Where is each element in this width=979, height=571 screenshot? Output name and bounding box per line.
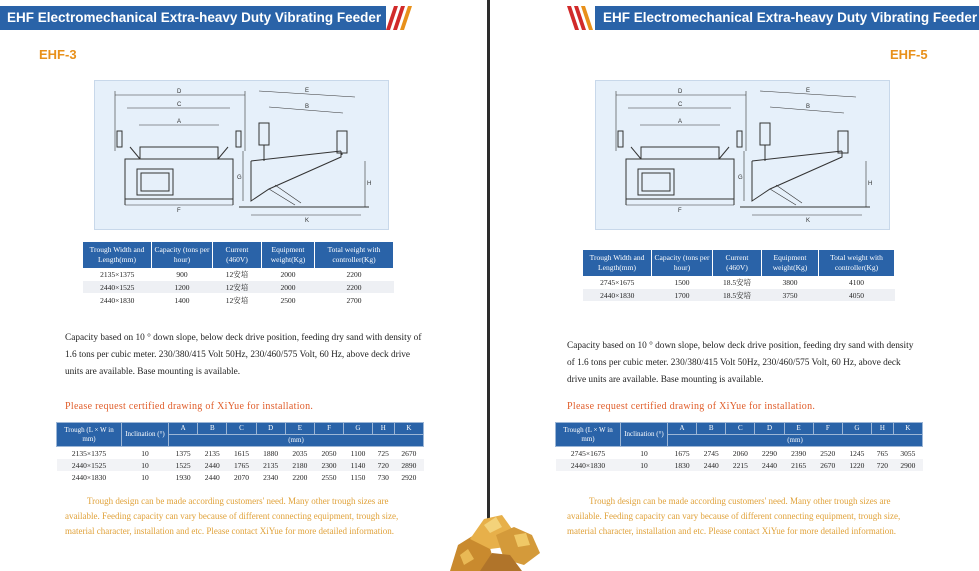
table-cell: 3055 <box>900 448 916 458</box>
table-cell: 1930 <box>175 472 191 482</box>
table-cell: 3750 <box>762 289 819 302</box>
table-cell: 3800 <box>762 276 819 289</box>
table-cell: 2135×1375 <box>83 268 152 281</box>
table-cell: 12安培 <box>213 294 262 307</box>
table-cell: 2390 <box>791 448 807 458</box>
table-cell: 2440×1830 <box>583 289 652 302</box>
table-cell: 1700 <box>652 289 713 302</box>
dims-header-letter: E <box>784 423 813 435</box>
table-row <box>556 459 923 471</box>
table-cell: 730 <box>377 472 389 482</box>
table-cell: 720 <box>871 459 893 471</box>
table-cell: 1140 <box>344 459 373 471</box>
table-cell: 2290 <box>761 448 777 458</box>
note-text: Trough design can be made according customers' need. Many other trough sizes are available. Feeding capacity can vary because of different connecting equipment, trough size, material character, installation and etc. Please contact XiYue for more detailed information. <box>65 496 399 536</box>
dims-header-letter: D <box>256 423 285 435</box>
table-cell: 2200 <box>315 268 394 281</box>
capacity-paragraph: Capacity based on 10 ° down slope, below deck drive position, feeding dry sand with density of 1.6 tons per cubic meter. 230/380/415 Volt 50Hz, 230/460/575 Volt, 60 Hz, above deck drive units are available. Base mounting is available. <box>567 341 914 385</box>
label-g: G <box>738 175 743 181</box>
table-cell: 2920 <box>401 472 417 482</box>
dims-header-letter: A <box>668 423 697 435</box>
table-cell: 1245 <box>849 448 865 458</box>
table-cell: 4050 <box>819 289 895 302</box>
table-cell: 2440×1525 <box>57 459 122 471</box>
dims-header-trough: Trough (L × W in mm) <box>57 423 122 447</box>
table-cell: 10 <box>621 459 668 471</box>
label-k: K <box>806 218 811 224</box>
label-h: H <box>868 181 873 187</box>
table-cell: 2060 <box>732 448 748 458</box>
table-cell: 2745 <box>703 448 719 458</box>
table-cell: 2180 <box>285 459 314 471</box>
table-cell: 1400 <box>152 294 213 307</box>
table-cell: 2340 <box>263 472 279 482</box>
table-cell: 2500 <box>262 294 315 307</box>
table-cell: 1500 <box>652 276 713 289</box>
table-cell: 2520 <box>820 448 836 458</box>
spec-header-total-weight: Total weight with controller(Kg) <box>315 242 394 268</box>
dims-header-letter: K <box>893 423 922 435</box>
spec-header-current: Current (460V) <box>213 242 262 268</box>
request-drawing-note: Please request certified drawing of XiYue for installation. <box>65 401 314 412</box>
table-row <box>57 459 424 471</box>
dims-header-inclination: Inclination (°) <box>122 423 169 447</box>
table-row <box>556 447 923 460</box>
spec-header-capacity: Capacity (tons per hour) <box>152 242 213 268</box>
dims-header-unit: (mm) <box>169 435 424 447</box>
note-text: Trough design can be made according customers' need. Many other trough sizes are available. Feeding capacity can vary because of different connecting equipment, trough size, material character, installation and etc. Please contact XiYue for more detailed information. <box>567 496 901 536</box>
table-cell: 2440×1830 <box>71 472 107 482</box>
table-cell: 2050 <box>321 448 337 458</box>
dimensions-table <box>56 422 424 483</box>
table-cell: 2440×1830 <box>83 294 152 307</box>
table-cell: 18.5安培 <box>713 276 762 289</box>
dims-header-letter: K <box>394 423 423 435</box>
table-cell: 2745×1675 <box>570 448 606 458</box>
dims-header-trough: Trough (L × W in mm) <box>556 423 621 447</box>
table-cell: 1150 <box>350 472 366 482</box>
feeder-dimension-diagram <box>94 80 389 230</box>
label-e: E <box>806 88 811 94</box>
dims-header-letter: C <box>227 423 256 435</box>
table-cell: 2890 <box>394 459 423 471</box>
label-f: F <box>678 208 682 214</box>
label-c: C <box>678 102 683 108</box>
table-row <box>583 276 895 289</box>
spec-header-equipment-weight: Equipment weight(Kg) <box>762 250 819 276</box>
table-cell: 2440 <box>755 459 784 471</box>
label-a: A <box>678 119 683 125</box>
table-cell: 2900 <box>893 459 922 471</box>
table-cell: 765 <box>876 448 889 458</box>
table-cell: 2000 <box>262 268 315 281</box>
table-cell: 2440 <box>697 459 726 471</box>
label-k: K <box>305 218 310 224</box>
table-cell: 2165 <box>784 459 813 471</box>
label-b: B <box>806 104 811 110</box>
dims-header-letter: F <box>813 423 842 435</box>
label-c: C <box>177 102 182 108</box>
table-cell: 2670 <box>813 459 842 471</box>
feeder-dimension-diagram <box>595 80 890 230</box>
spec-header-equipment-weight: Equipment weight(Kg) <box>262 242 315 268</box>
table-cell: 1765 <box>227 459 256 471</box>
table-cell: 2135 <box>256 459 285 471</box>
table-cell: 2200 <box>292 472 308 482</box>
label-f: F <box>177 208 181 214</box>
table-cell: 2440×1525 <box>83 281 152 294</box>
trough-design-note <box>567 494 917 539</box>
table-cell: 12安培 <box>213 268 262 281</box>
table-cell: 18.5安培 <box>713 289 762 302</box>
dims-header-letter: E <box>285 423 314 435</box>
table-cell: 10 <box>122 459 169 471</box>
table-cell: 10 <box>141 448 149 458</box>
dims-header-letter: B <box>697 423 726 435</box>
spec-table <box>583 250 895 302</box>
table-cell: 4100 <box>819 276 895 289</box>
label-d: D <box>177 89 182 95</box>
table-cell: 2745×1675 <box>583 276 652 289</box>
table-cell: 2440 <box>204 472 220 482</box>
dims-header-inclination: Inclination (°) <box>621 423 668 447</box>
spec-header-capacity: Capacity (tons per hour) <box>652 250 713 276</box>
right-page <box>490 0 979 571</box>
header-stripes-decoration <box>565 6 593 30</box>
left-page <box>0 0 487 571</box>
dims-header-letter: H <box>372 423 394 435</box>
dims-header-letter: H <box>871 423 893 435</box>
table-cell: 2035 <box>292 448 308 458</box>
table-cell: 2440 <box>198 459 227 471</box>
table-cell: 1880 <box>263 448 279 458</box>
table-row <box>57 447 424 460</box>
table-row <box>83 268 394 281</box>
dims-header-letter: G <box>842 423 871 435</box>
dims-header-letter: G <box>344 423 373 435</box>
dims-header-letter: D <box>755 423 784 435</box>
page-header-title: EHF Electromechanical Extra-heavy Duty Vibrating Feeder <box>595 6 979 30</box>
label-h: H <box>367 181 372 187</box>
request-drawing-note: Please request certified drawing of XiYue for installation. <box>567 401 816 412</box>
label-a: A <box>177 119 182 125</box>
table-cell: 12安培 <box>213 281 262 294</box>
table-cell: 2000 <box>262 281 315 294</box>
table-cell: 2300 <box>314 459 343 471</box>
table-cell: 1375 <box>175 448 191 458</box>
table-cell: 2550 <box>321 472 337 482</box>
table-row <box>83 294 394 307</box>
dims-header-letter: C <box>726 423 755 435</box>
table-cell: 2215 <box>726 459 755 471</box>
table-cell: 10 <box>141 472 149 482</box>
spec-header-current: Current (460V) <box>713 250 762 276</box>
table-cell: 1525 <box>169 459 198 471</box>
ore-rocks-image <box>440 505 545 571</box>
table-cell: 10 <box>640 448 648 458</box>
label-b: B <box>305 104 310 110</box>
table-cell: 2070 <box>233 472 249 482</box>
spec-table <box>83 242 394 307</box>
header-stripes-decoration <box>386 6 414 30</box>
table-cell: 1220 <box>842 459 871 471</box>
label-d: D <box>678 89 683 95</box>
table-cell: 725 <box>377 448 389 458</box>
table-row <box>583 289 895 302</box>
table-cell: 2200 <box>315 281 394 294</box>
table-cell: 2135×1375 <box>71 448 107 458</box>
trough-design-note <box>65 494 415 539</box>
table-row <box>57 471 424 483</box>
model-title: EHF-3 <box>39 47 77 62</box>
table-row <box>83 281 394 294</box>
capacity-paragraph: Capacity based on 10 ° down slope, below deck drive position, feeding dry sand with density of 1.6 tons per cubic meter. 230/380/415 Volt 50Hz, 230/460/575 Volt, 60 Hz, above deck drive units are available. Base mounting is available. <box>65 333 422 377</box>
table-cell: 1615 <box>233 448 249 458</box>
label-g: G <box>237 175 242 181</box>
table-cell: 1100 <box>350 448 366 458</box>
table-cell: 900 <box>152 268 213 281</box>
table-cell: 1830 <box>668 459 697 471</box>
dims-header-letter: F <box>314 423 343 435</box>
table-cell: 720 <box>372 459 394 471</box>
spec-header-total-weight: Total weight with controller(Kg) <box>819 250 895 276</box>
dims-header-unit: (mm) <box>668 435 923 447</box>
model-title: EHF-5 <box>890 47 928 62</box>
dimensions-table <box>555 422 923 471</box>
table-cell: 2135 <box>204 448 220 458</box>
dims-header-letter: A <box>169 423 198 435</box>
label-e: E <box>305 88 310 94</box>
dims-header-letter: B <box>198 423 227 435</box>
spec-header-trough: Trough Width and Length(mm) <box>583 250 652 276</box>
table-cell: 2700 <box>315 294 394 307</box>
table-cell: 2670 <box>401 448 417 458</box>
page-header-title: EHF Electromechanical Extra-heavy Duty Vibrating Feeder <box>0 6 386 30</box>
table-cell: 1200 <box>152 281 213 294</box>
table-cell: 1675 <box>674 448 690 458</box>
table-cell: 2440×1830 <box>556 459 621 471</box>
spec-header-trough: Trough Width and Length(mm) <box>83 242 152 268</box>
